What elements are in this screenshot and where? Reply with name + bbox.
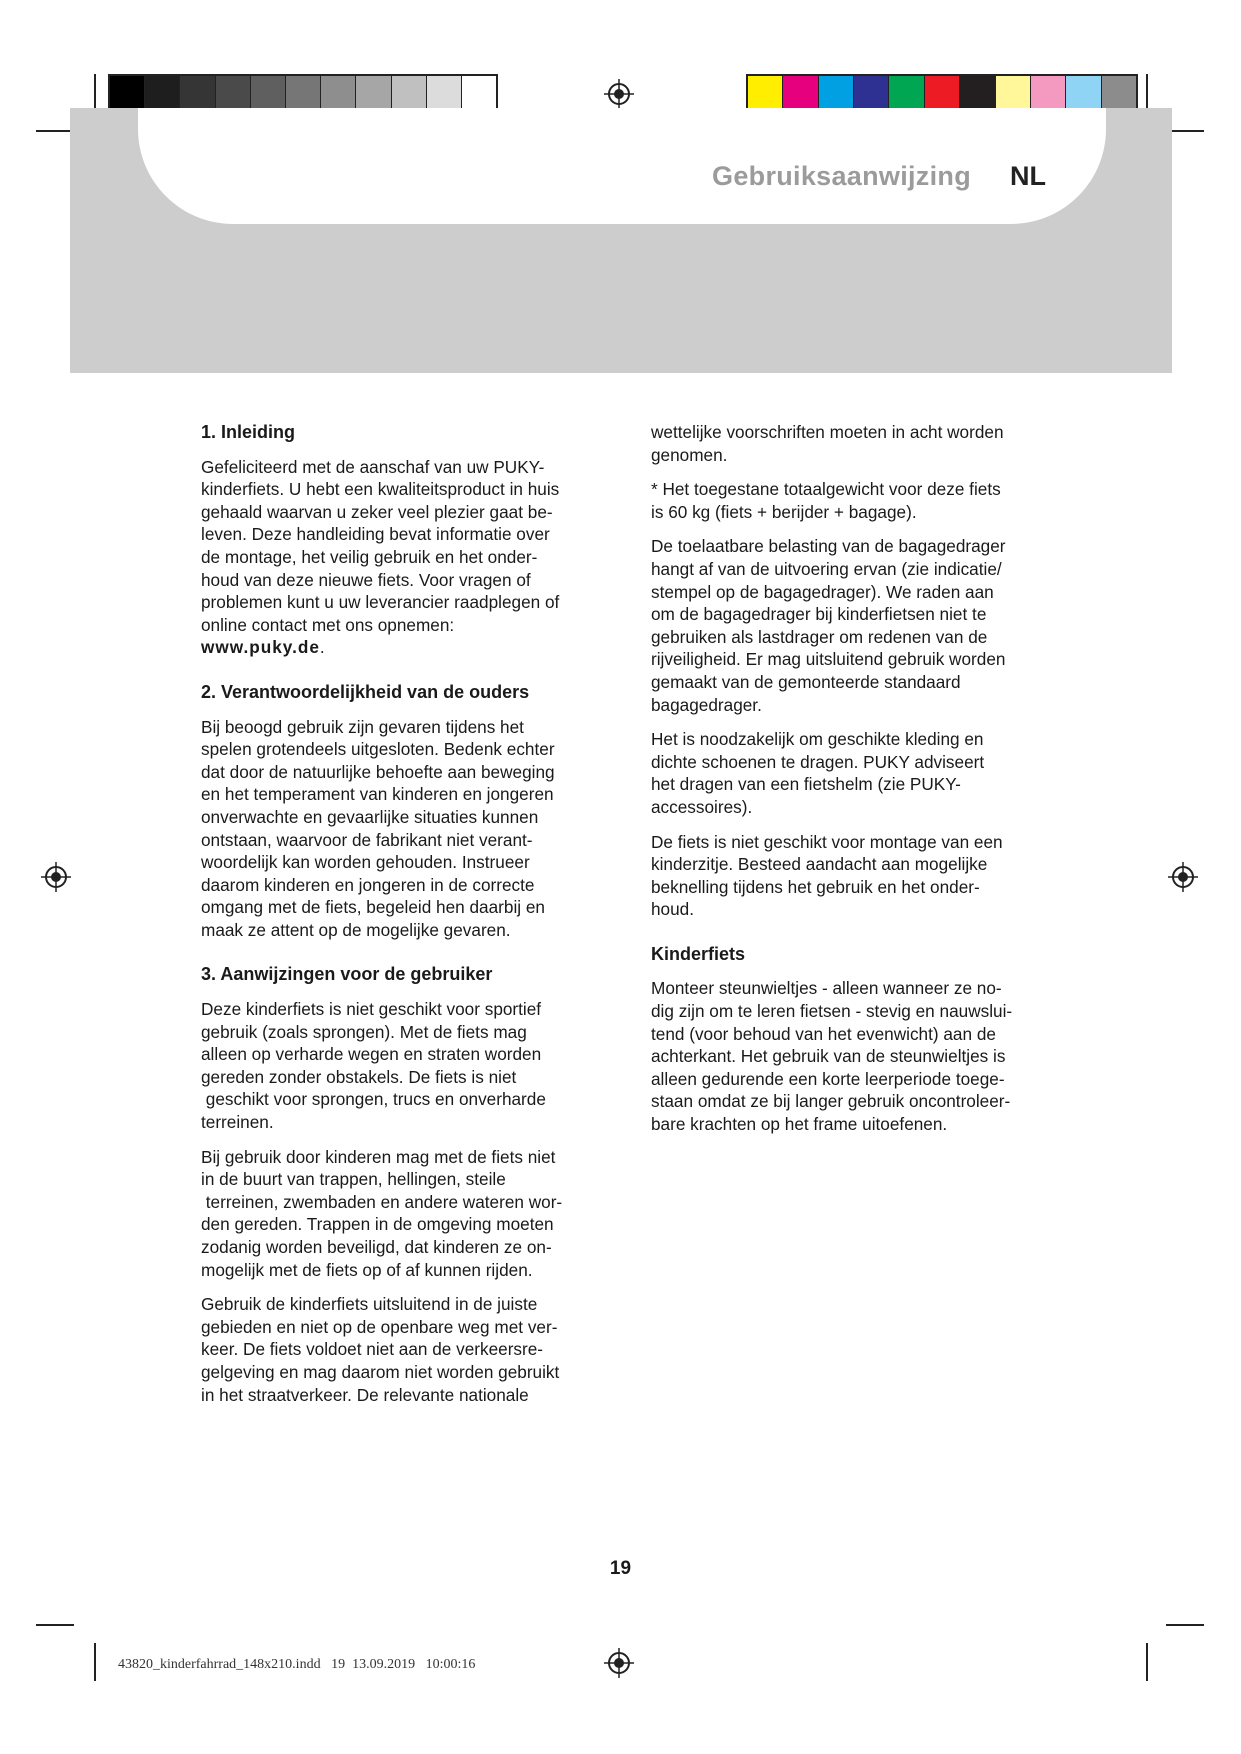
text-line: woordelijk kan worden gehouden. Instrueer <box>201 852 530 873</box>
color-patch <box>1066 76 1101 109</box>
text-line: * Het toegestane totaalgewicht voor deze fiets <box>651 479 1001 500</box>
text-line: dat door de natuurlijke behoefte aan beweging <box>201 761 555 782</box>
color-patch <box>925 76 960 109</box>
crop-mark <box>1146 74 1148 112</box>
text-line: De fiets is niet geschikt voor montage van een <box>651 831 1003 852</box>
crop-mark <box>36 130 74 132</box>
color-patch <box>889 76 924 109</box>
paragraph <box>201 998 601 1134</box>
text-line: geschikt voor sprongen, trucs en onverharde <box>201 1089 546 1110</box>
text-line: het dragen van een fietshelm (zie PUKY- <box>651 774 961 795</box>
text-line: gemaakt van de gemonteerde standaard <box>651 671 961 692</box>
text-line: alleen op verharde wegen en straten worden <box>201 1044 542 1065</box>
text-line: bare krachten op het frame uitoefenen. <box>651 1114 948 1135</box>
color-patch <box>1102 76 1136 109</box>
text-line: gebruik (zoals sprongen). Met de fiets mag <box>201 1021 527 1042</box>
text-line: De toelaatbare belasting van de bagagedrager <box>651 536 1006 557</box>
text-line: leven. Deze handleiding bevat informatie over <box>201 524 550 545</box>
text-line: kinderzitje. Besteed aandacht aan mogelijke <box>651 854 988 875</box>
text-line: bagagedrager. <box>651 694 762 715</box>
text-line: achterkant. Het gebruik van de steunwieltjes is <box>651 1046 1006 1067</box>
text-line: wettelijke voorschriften moeten in acht worden <box>651 422 1004 442</box>
registration-mark-icon <box>41 862 71 892</box>
color-patch <box>854 76 889 109</box>
gray-patch <box>392 76 427 109</box>
print-slug: 43820_kinderfahrrad_148x210.indd 19 13.09.2019 10:00:16 <box>118 1657 476 1672</box>
registration-mark-icon <box>604 79 634 109</box>
color-patch <box>1031 76 1066 109</box>
gray-patch <box>462 76 496 109</box>
text-line: omgang met de fiets, begeleid hen daarbij en <box>201 897 545 918</box>
text-line: hangt af van de uitvoering ervan (zie indicatie/ <box>651 558 1002 579</box>
paragraph <box>201 1293 601 1406</box>
text-line: is 60 kg (fiets + berijder + bagage). <box>651 501 917 522</box>
text-line: de montage, het veilig gebruik en het onder- <box>201 546 538 567</box>
text-line: Het is noodzakelijk om geschikte kleding en <box>651 729 984 750</box>
text-line: gereden zonder obstakels. De fiets is niet <box>201 1066 517 1087</box>
text-line: gebruiken als lastdrager om redenen van de <box>651 626 988 647</box>
text-line: den gereden. Trappen in de omgeving moeten <box>201 1214 554 1235</box>
gray-patch <box>251 76 286 109</box>
crop-mark <box>94 1643 96 1681</box>
paragraph <box>201 1146 601 1282</box>
text-line: beknelling tijdens het gebruik en het onder- <box>651 876 980 897</box>
paragraph <box>651 831 1051 921</box>
text-line: rijveiligheid. Er mag uitsluitend gebruik worden <box>651 649 1006 670</box>
text-line: spelen grotendeels uitgesloten. Bedenk echter <box>201 739 555 760</box>
paragraph <box>651 535 1051 716</box>
text-line: online contact met ons opnemen: <box>201 614 455 635</box>
paragraph: Gefeliciteerd met de aanschaf van uw PUKY- kinderfiets. U hebt een kwaliteitsproduct in huis gehaald waarvan u zeker veel plezier gaat be- leven. Deze handleiding bevat informatie over de montage, het veilig gebruik en het onder- houd van deze nieuwe fiets. Voor vragen of problemen kunt u uw leverancier raadplegen of online contact met ons opnemen: www.puky.de. <box>201 456 601 659</box>
section-heading-gebruiker: 3. Aanwijzingen voor de gebruiker <box>201 964 493 985</box>
gray-patch <box>145 76 180 109</box>
text-line: tend (voor behoud van het evenwicht) aan de <box>651 1023 996 1044</box>
crop-mark <box>1146 1643 1148 1681</box>
gray-patch <box>427 76 462 109</box>
text-line: en het temperament van kinderen en jongeren <box>201 784 554 805</box>
text-line: gebieden en niet op de openbare weg met ver- <box>201 1316 558 1337</box>
text-line: Bij beoogd gebruik zijn gevaren tijdens het <box>201 716 524 737</box>
gray-patch <box>180 76 215 109</box>
paragraph <box>651 977 1051 1135</box>
color-patch <box>748 76 783 109</box>
right-column <box>651 421 1051 1148</box>
text-line: accessoires). <box>651 796 753 817</box>
text-line: terreinen. <box>201 1112 274 1133</box>
crop-mark <box>1166 1624 1204 1626</box>
page-title: Gebruiksaanwijzing <box>712 161 971 191</box>
text-line: ontstaan, waarvoor de fabrikant niet verant- <box>201 829 533 850</box>
language-code: NL <box>1010 161 1046 191</box>
paragraph <box>651 421 1051 466</box>
text-line: keer. De fiets voldoet niet aan de verkeersre- <box>201 1339 544 1360</box>
color-patch <box>819 76 854 109</box>
text-line: gehaald waarvan u zeker veel plezier gaat be- <box>201 501 553 522</box>
section-heading-ouders: 2. Verantwoordelijkheid van de ouders <box>201 681 530 702</box>
text-line: Deze kinderfiets is niet geschikt voor sportief <box>201 999 542 1020</box>
text-line: om de bagagedrager bij kinderfietsen niet te <box>651 604 987 625</box>
text-line: kinderfiets. U hebt een kwaliteitsproduct in huis <box>201 479 560 500</box>
text-line: mogelijk met de fiets op of af kunnen rijden. <box>201 1259 533 1280</box>
text-line: daarom kinderen en jongeren in de correcte <box>201 874 535 895</box>
crop-mark <box>36 1624 74 1626</box>
color-patch <box>996 76 1031 109</box>
left-column <box>201 421 601 1418</box>
gray-patch <box>356 76 391 109</box>
grayscale-color-bar <box>108 74 498 111</box>
crop-mark <box>94 74 96 112</box>
paragraph <box>651 728 1051 818</box>
text-line: Monteer steunwieltjes - alleen wanneer ze no- <box>651 978 1002 999</box>
text-line: in de buurt van trappen, hellingen, steile <box>201 1169 506 1190</box>
website-link[interactable]: www.puky.de <box>201 637 320 658</box>
text-line: Gefeliciteerd met de aanschaf van uw PUKY- <box>201 456 545 477</box>
text-line: maak ze attent op de mogelijke gevaren. <box>201 919 511 940</box>
color-patch <box>960 76 995 109</box>
text-line: staan omdat ze bij langer gebruik oncontroleer- <box>651 1091 1011 1112</box>
text-line: genomen. <box>651 444 728 465</box>
text-line: dig zijn om te leren fietsen - stevig en nauwslui- <box>651 1001 1013 1022</box>
paragraph <box>201 716 601 942</box>
registration-mark-icon <box>1168 862 1198 892</box>
text-line: onverwachte en gevaarlijke situaties kunnen <box>201 806 539 827</box>
paragraph <box>651 478 1051 523</box>
text-line: gelgeving en mag daarom niet worden gebruikt <box>201 1361 560 1382</box>
text-line: houd. <box>651 899 695 920</box>
section-heading-inleiding: 1. Inleiding <box>201 422 296 442</box>
color-patch <box>783 76 818 109</box>
page-number: 19 <box>609 1558 632 1579</box>
gray-patch <box>321 76 356 109</box>
text-line: in het straatverkeer. De relevante nationale <box>201 1384 529 1405</box>
text-line: alleen gedurende een korte leerperiode toege- <box>651 1068 1005 1089</box>
gray-patch <box>286 76 321 109</box>
process-color-bar <box>746 74 1138 111</box>
text-line: problemen kunt u uw leverancier raadplegen of <box>201 592 560 613</box>
text-line: terreinen, zwembaden en andere wateren wor- <box>201 1191 563 1212</box>
text-line: dichte schoenen te dragen. PUKY adviseert <box>651 751 985 772</box>
text-line: zodanig worden beveiligd, dat kinderen ze on- <box>201 1237 552 1257</box>
text-line: stempel op de bagagedrager). We raden aan <box>651 581 994 602</box>
text-line: Bij gebruik door kinderen mag met de fiets niet <box>201 1146 556 1167</box>
registration-mark-icon <box>604 1648 634 1678</box>
gray-patch <box>110 76 145 109</box>
text-line: Gebruik de kinderfiets uitsluitend in de juiste <box>201 1294 538 1315</box>
gray-patch <box>216 76 251 109</box>
text-line: houd van deze nieuwe fiets. Voor vragen of <box>201 569 531 590</box>
section-heading-kinderfiets: Kinderfiets <box>651 943 746 964</box>
